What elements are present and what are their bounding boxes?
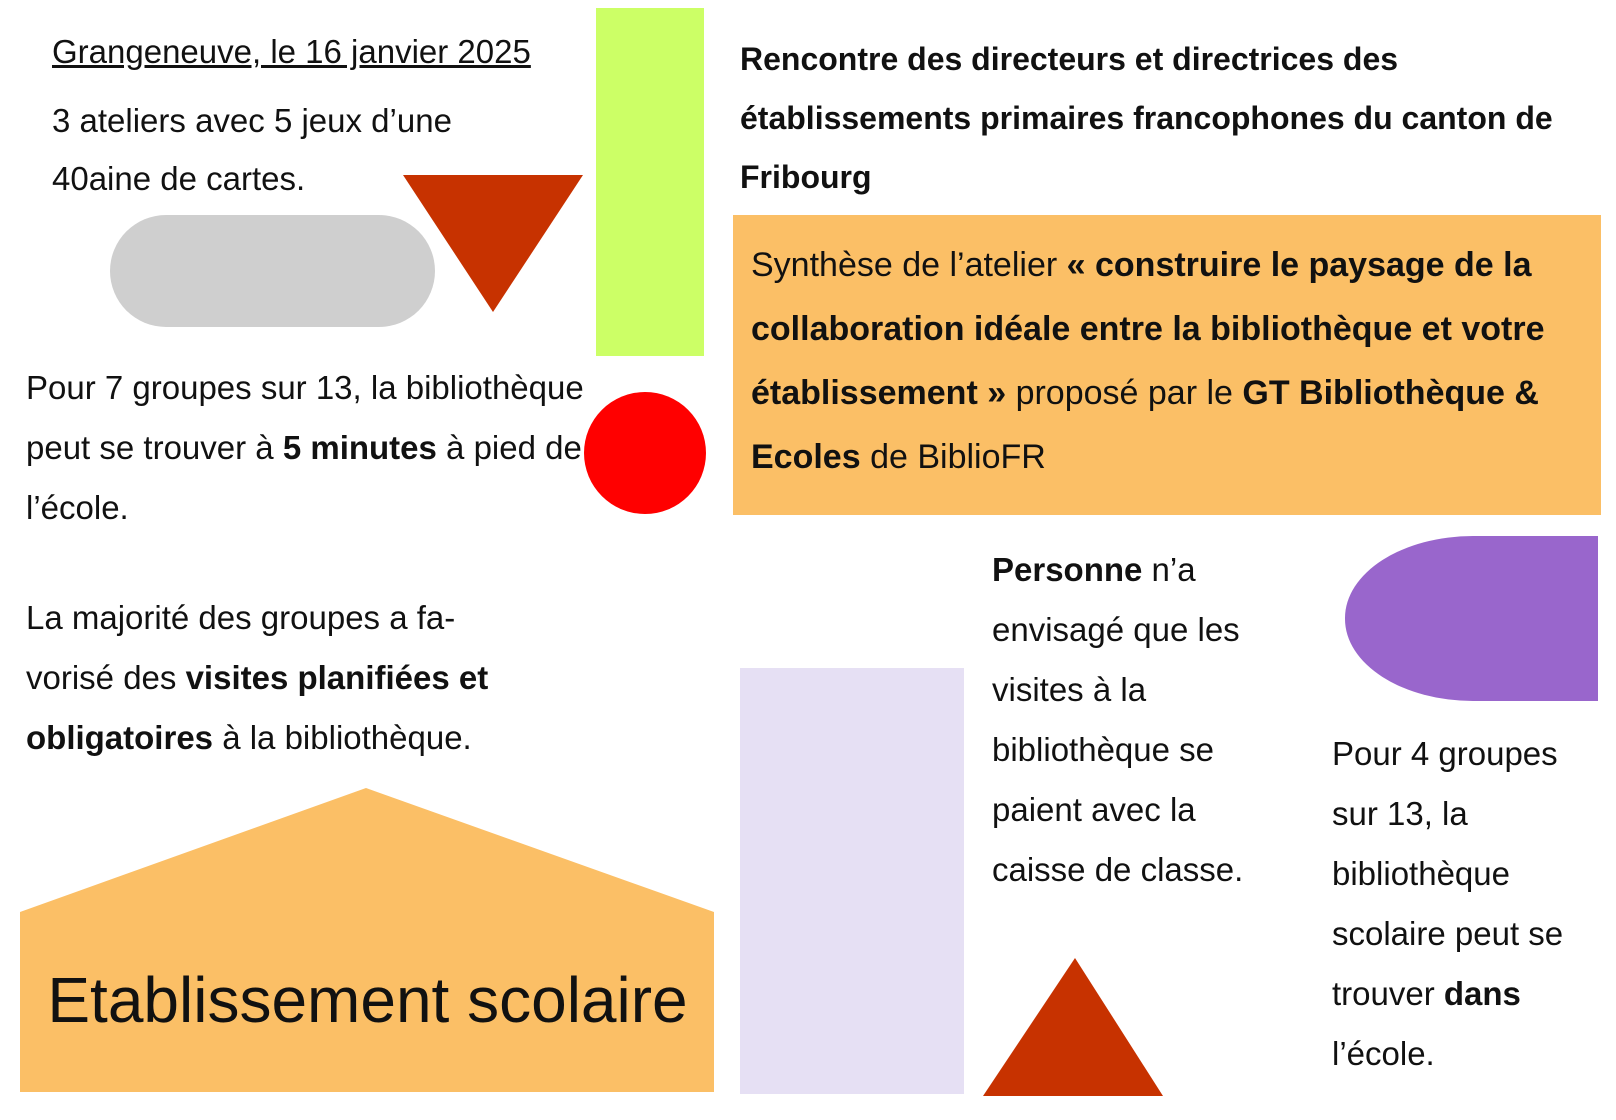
synthesis-middle: proposé par le <box>1006 374 1243 412</box>
synthesis-suffix: de BiblioFR <box>860 438 1046 476</box>
stat-planned-visits <box>26 588 586 768</box>
stat-class-fund <box>992 540 1292 900</box>
stat-visits-after: à la bibliothèque. <box>213 719 472 756</box>
group-name: GT Bibliothèque & Ecoles <box>751 374 1539 476</box>
stat-caisse-text: n’a envisagé que les visites à la bibliothèque se paient avec la caisse de classe. <box>992 551 1244 888</box>
stat-visits-line2: vorisé des <box>26 659 186 696</box>
stat-ecole-bold: dans <box>1443 975 1521 1012</box>
date-heading: Grangeneuve, le 16 janvier 2025 <box>52 33 531 70</box>
house-label: Etablissement scolaire <box>47 964 688 1036</box>
synthesis-prefix: Synthèse de l’atelier <box>751 246 1067 284</box>
stat-visits-line1: La majorité des groupes a fa- <box>26 599 456 636</box>
synthesis-box <box>733 215 1601 515</box>
stat-ecole-text: Pour 4 groupes sur 13, la bibliothèque scolaire peut se trouver <box>1332 735 1564 1012</box>
stat-5min-text: Pour 7 groupes sur 13, la bibliothèque peut se trouver à <box>26 369 584 466</box>
workshop-title: « construire le paysage de la collaboration idéale entre la bibliothèque et votre établissement » <box>751 246 1545 412</box>
ateliers-text: 3 ateliers avec 5 jeux d’une 40aine de cartes. <box>52 102 452 197</box>
stat-5min-bold: 5 minutes <box>282 429 437 466</box>
stat-5min-after: à pied de l’école. <box>26 429 582 526</box>
meeting-title: Rencontre des directeurs et directrices des établissements primaires francophones du canton de Fribourg <box>740 41 1553 195</box>
stat-in-school <box>1332 724 1612 1084</box>
stat-visits-bold: visites planifiées et obligatoires <box>26 659 489 756</box>
stat-ecole-after: l’école. <box>1332 1035 1435 1072</box>
stat-five-minutes <box>26 358 586 538</box>
stat-caisse-bold: Personne <box>992 551 1143 588</box>
